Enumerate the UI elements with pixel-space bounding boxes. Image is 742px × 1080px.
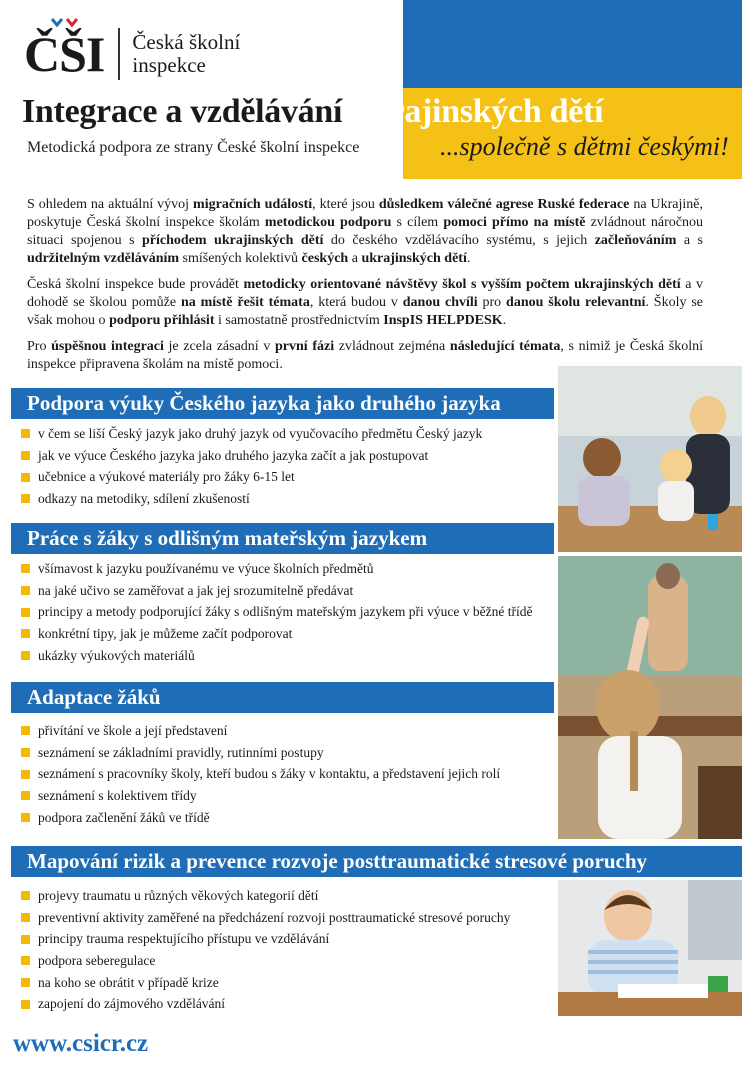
text-run: , s nimiž je Česká školní inspekce připravena školám na místě pomoci.	[27, 339, 703, 372]
bullet-square-icon	[21, 956, 30, 965]
bullet-square-icon	[21, 651, 30, 660]
list-item	[21, 928, 510, 950]
bold-text-run: následující témata	[449, 339, 561, 354]
logo-mark	[24, 26, 105, 82]
list-item-text: podpora začlenění žáků ve třídě	[38, 809, 210, 825]
bullet-square-icon	[21, 1000, 30, 1009]
list-item	[21, 558, 533, 580]
list-item-text: přivítání ve škole a její představení	[38, 723, 228, 738]
list-item-text: na koho se obrátit v případě krize	[38, 974, 219, 990]
text-run: je zcela zásadní v	[163, 339, 275, 354]
text-run: , která budou v	[309, 295, 403, 310]
bold-text-run: pomoci přímo na místě	[443, 215, 586, 230]
list-item	[21, 742, 500, 764]
photo-boy-writing	[558, 880, 742, 1016]
slogan: ...společně s dětmi českými!	[440, 132, 729, 161]
text-run: Česká školní inspekce bude provádět	[27, 277, 244, 292]
list-item	[21, 885, 510, 907]
list-item-text: na jaké učivo se zaměřovat a jak jej srozumitelně předávat	[38, 582, 354, 598]
bold-text-run: na místě řešit témata	[180, 295, 310, 310]
list-item	[21, 907, 510, 929]
bold-text-run: danou chvíli	[402, 295, 478, 310]
list-item	[21, 488, 482, 510]
logo-name-line2: inspekce	[132, 53, 206, 77]
list-item	[21, 807, 500, 829]
section-list-ptsd-prevention	[21, 885, 510, 1015]
page-subtitle: Metodická podpora ze strany České školní inspekce	[27, 139, 360, 156]
bold-text-run: metodicky orientované návštěvy škol s vyšším počtem ukrajinských dětí	[243, 277, 681, 292]
list-item-text: seznámení s kolektivem třídy	[38, 788, 197, 804]
text-run: na Ukrajině, poskytuje Česká školní inspekce školám	[27, 197, 703, 230]
list-item-text: konkrétní tipy, jak je můžeme začít podporovat	[38, 626, 293, 642]
list-item	[21, 720, 500, 742]
text-run: smíšených kolektivů	[179, 251, 302, 266]
list-item-text: preventivní aktivity zaměřené na předcházení rozvoji posttraumatické stresové poruchy	[38, 909, 511, 925]
text-run: zvládnout zejména	[334, 339, 450, 354]
website-link[interactable]: www.csicr.cz	[13, 1030, 149, 1057]
text-run: .	[502, 313, 507, 328]
list-item-text: učebnice a výukové materiály pro žáky 6-15 let	[38, 469, 295, 485]
bold-text-run: udržitelným vzděláváním	[27, 251, 180, 266]
bold-text-run: danou školu relevantní	[506, 295, 646, 310]
bullet-square-icon	[21, 608, 30, 617]
bullet-square-icon	[21, 891, 30, 900]
bold-text-run: začleňováním	[594, 233, 677, 248]
section-title-czech-language: Podpora výuky Českého jazyka jako druhého jazyka	[11, 388, 554, 419]
list-item-text: ukázky výukových materiálů	[38, 647, 195, 663]
text-run: .	[466, 251, 471, 266]
list-item	[21, 466, 482, 488]
bullet-square-icon	[21, 978, 30, 987]
bullet-square-icon	[21, 913, 30, 922]
list-item-text: v čem se liší Český jazyk jako druhý jazyk od vyučovacího předmětu Český jazyk	[38, 426, 483, 441]
list-item	[21, 580, 533, 602]
photo-girl-raising-hand	[558, 556, 742, 839]
section-title-foreign-language-pupils: Práce s žáky s odlišným mateřským jazykem	[11, 523, 554, 554]
text-run: pro	[477, 295, 507, 310]
photo-classroom-teacher-children	[558, 366, 742, 552]
bullet-square-icon	[21, 726, 30, 735]
bullet-square-icon	[21, 748, 30, 757]
list-item	[21, 623, 533, 645]
ukraine-flag-blue	[403, 0, 742, 88]
logo-name-line1: Česká školní	[132, 30, 241, 54]
logo-name	[132, 31, 240, 77]
bold-text-run: českých	[301, 251, 349, 266]
bold-text-run: metodickou podporu	[264, 215, 392, 230]
list-item-text: projevy traumatu u různých věkových kategorií dětí	[38, 888, 319, 903]
list-item-text: principy a metody podporující žáky s odlišným mateřským jazykem při výuce v běžné třídě	[38, 604, 533, 620]
bullet-square-icon	[21, 629, 30, 638]
bold-text-run: první fázi	[275, 339, 335, 354]
list-item	[21, 423, 482, 445]
section-list-adaptation	[21, 720, 500, 828]
logo-letters: ČŠI	[24, 26, 105, 82]
text-run: Pro	[27, 339, 52, 354]
intro-text	[27, 196, 703, 382]
bullet-square-icon	[21, 791, 30, 800]
list-item	[21, 785, 500, 807]
title-part2: ukrajinských dětí	[352, 93, 604, 130]
bullet-square-icon	[21, 770, 30, 779]
list-item	[21, 645, 533, 667]
page-title	[22, 93, 603, 131]
bullet-square-icon	[21, 451, 30, 460]
bullet-square-icon	[21, 586, 30, 595]
logo-chevrons-icon	[50, 17, 80, 29]
list-item	[21, 972, 510, 994]
text-run: a s	[676, 233, 703, 248]
section-title-ptsd-prevention: Mapování rizik a prevence rozvoje posttraumatické stresové poruchy	[11, 846, 742, 877]
csi-logo	[24, 24, 240, 84]
bullet-square-icon	[21, 494, 30, 503]
bold-text-run: úspěšnou integraci	[51, 339, 164, 354]
bold-text-run: migračních událostí	[193, 197, 313, 212]
list-item	[21, 950, 510, 972]
list-item-text: odkazy na metodiky, sdílení zkušeností	[38, 491, 250, 507]
list-item-text: seznámení se základními pravidly, rutinními postupy	[38, 744, 324, 760]
list-item	[21, 993, 510, 1015]
intro-paragraph-2	[27, 276, 703, 330]
logo-divider	[118, 28, 120, 80]
text-run: . Školy se však mohou o	[27, 295, 703, 328]
text-run: do českého vzdělávacího systému, s jejich	[323, 233, 595, 248]
list-item-text: všímavost k jazyku používanému ve výuce školních předmětů	[38, 561, 374, 576]
bullet-square-icon	[21, 935, 30, 944]
bold-text-run: ukrajinských dětí	[361, 251, 467, 266]
intro-paragraph-1	[27, 196, 703, 268]
text-run: i samostatně prostřednictvím	[214, 313, 384, 328]
list-item	[21, 763, 500, 785]
list-item-text: zapojení do zájmového vzdělávání	[38, 996, 226, 1012]
bullet-square-icon	[21, 429, 30, 438]
list-item-text: podpora seberegulace	[38, 953, 156, 969]
section-title-adaptation: Adaptace žáků	[11, 682, 554, 713]
text-run: , které jsou	[312, 197, 379, 212]
bullet-square-icon	[21, 813, 30, 822]
list-item	[21, 445, 482, 467]
text-run: a v dohodě se školou pomůže	[27, 277, 704, 310]
list-item-text: jak ve výuce Českého jazyka jako druhého jazyka začít a jak postupovat	[38, 447, 429, 463]
text-run: S ohledem na aktuální vývoj	[27, 197, 194, 212]
bold-text-run: podporu přihlásit	[109, 313, 215, 328]
title-part1: Integrace a vzdělávání	[22, 93, 343, 130]
bold-text-run: InspIS HELPDESK	[383, 313, 503, 328]
bold-text-run: důsledkem válečné agrese Ruské federace	[378, 197, 630, 212]
list-item-text: seznámení s pracovníky školy, kteří budou s žáky v kontaktu, a představení jejich rolí	[38, 766, 501, 782]
section-list-foreign-language-pupils	[21, 558, 533, 666]
text-run: zvládnout náročnou situaci spojenou s	[27, 215, 704, 248]
list-item-text: principy trauma respektujícího přístupu ve vzdělávání	[38, 931, 330, 947]
section-list-czech-language	[21, 423, 482, 510]
list-item	[21, 601, 533, 623]
bold-text-run: příchodem ukrajinských dětí	[142, 233, 324, 248]
text-run: s cílem	[391, 215, 444, 230]
text-run: a	[348, 251, 362, 266]
bullet-square-icon	[21, 473, 30, 482]
bullet-square-icon	[21, 564, 30, 573]
